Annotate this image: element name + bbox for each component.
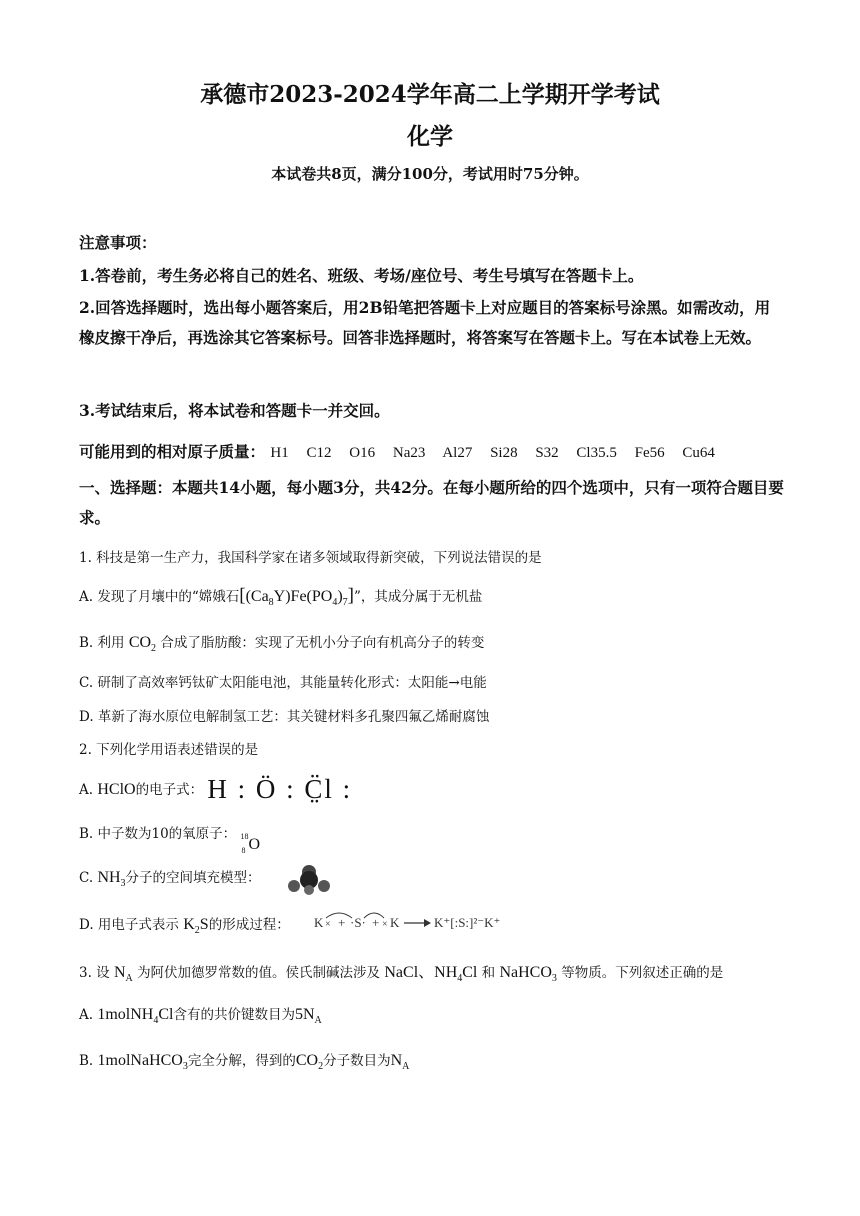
mass-fe: Fe56 [634,445,665,461]
mass-h: H1 [270,445,289,461]
q2-a-label: A. [79,782,94,798]
q3-b-text: 完全分解，得到的 [187,1053,296,1069]
q3-a-text: 含有的共价键数目为 [173,1007,295,1023]
svg-text:+: + [338,915,346,930]
q2-stem: 2. 下列化学用语表述错误的是 [79,742,259,758]
q1-option-d: D. 革新了海水原位电解制氢工艺：其关键材料多孔聚四氟乙烯耐腐蚀 [79,709,490,725]
mass-na: Na23 [392,445,426,461]
svg-text:·S·: ·S· [350,915,366,930]
section-1-heading: 一、选择题：本题共14小题，每小题3分，共42分。在每小题所给的四个选项中，只有一项符合题目要求。 [79,478,784,527]
svg-text:K⁺[:S:]²⁻K⁺: K⁺[:S:]²⁻K⁺ [434,915,501,930]
q3-stem-mid: 为阿伏加德罗常数的值。侯氏制碱法涉及 [137,965,381,981]
mass-o: O16 [349,445,376,461]
mass-cl: Cl35.5 [576,445,617,461]
atomic-masses-label: 可能用到的相对原子质量： [79,442,266,461]
mass-s: S32 [535,445,559,461]
q2-d-text: D. 用电子式表示 [79,917,179,933]
q2-option-c: C. $NH_3$分子的空间填充模型： [79,869,261,890]
notes-heading: 注意事项： [79,233,157,252]
q1-option-b: B. 利用 $CO_2$ 合成了脂肪酸：实现了无机小分子向有机高分子的转变 [79,634,485,655]
q2-d-text-end: 的形成过程： [208,917,290,933]
q2-c-label: C. [79,870,94,886]
q3-stem: 3. 设 $N_A$ 为阿伏加德罗常数的值。侯氏制碱法涉及 NaCl、$NH_4Cl$ 和 NaHCO$_3$ 等物质。下列叙述正确的是 [79,964,724,985]
q1-option-c: C. 研制了高效率钙钛矿太阳能电池，其能量转化形式：太阳能→电能 [79,675,487,691]
q1-b-text: B. 利用 [79,635,125,651]
svg-text:×: × [382,919,388,930]
q3-stem-and: 和 [481,965,496,981]
q3-a-label: A. [79,1007,94,1023]
q3-stem-end: 等物质。下列叙述正确的是 [561,965,724,981]
q3-option-a: A. 1molNH$_4$Cl含有的共价键数目为$5N_A$ [79,1006,322,1027]
exam-title: 承德市2023-2024学年高二上学期开学考试 [200,81,660,108]
k2s-formation-diagram-icon [314,906,501,936]
note-item-1: 1.答卷前，考生务必将自己的姓名、班级、考场/座位号、考生号填写在答题卡上。 [79,266,644,285]
q1-b-text-end: 合成了脂肪酸：实现了无机小分子向有机高分子的转变 [160,635,485,651]
nh3-space-filling-model-icon [283,862,335,896]
atomic-masses [79,440,729,462]
mass-c: C12 [306,445,332,461]
hclo-lewis-structure: H : Ö : C̤̈l : [207,774,353,804]
mass-cu: Cu64 [682,445,715,461]
q2-option-d: D. 用电子式表示 $K_2S$的形成过程： [79,916,290,937]
q3-b-label: B. [79,1053,94,1069]
atomic-masses-values [270,445,728,461]
exam-info: 本试卷共8页，满分100分，考试用时75分钟。 [271,165,589,183]
svg-text:+: + [372,915,380,930]
q2-c-text: 分子的空间填充模型： [125,870,261,886]
note-item-3: 3.考试结束后，将本试卷和答题卡一并交回。 [79,401,390,420]
q1-a-text: A. 发现了月壤中的“嫦娥石 [79,589,240,605]
svg-text:×: × [325,919,331,930]
note-item-2: 2.回答选择题时，选出每小题答案后，用2B铅笔把答题卡上对应题目的答案标号涂黑。如需改动，用橡皮擦干净后，再选涂其它答案标号。回答非选择题时，将答案写在答题卡上。写在本试卷上无效。 [79,298,771,347]
mass-si: Si28 [490,445,518,461]
svg-text:K: K [314,915,324,930]
q2-b-text: B. 中子数为10的氧原子： [79,826,237,842]
svg-text:K: K [390,915,400,930]
mass-al: Al27 [442,445,473,461]
q1-stem: 1. 科技是第一生产力，我国科学家在诸多领域取得新突破，下列说法错误的是 [79,550,542,566]
q3-b-text-end: 分子数目为 [323,1053,391,1069]
q2-option-b: B. 中子数为10的氧原子： 18 8 O [79,826,261,855]
q3-option-b: B. 1molNaHCO$_3$完全分解，得到的$CO_2$分子数目为$N_A$ [79,1052,410,1073]
q1-a-text-end: ”，其成分属于无机盐 [354,589,483,605]
q2-a-text: 的电子式： [135,782,204,798]
q2-option-a: A. HClO的电子式： H : Ö : C̤̈l : [79,774,353,804]
q3-stem-start: 3. 设 [79,965,110,981]
q1-option-a: A. 发现了月壤中的“嫦娥石$[(Ca_8Y)Fe(PO_4)_7]$”，其成分属于无机盐 [79,585,483,609]
subject-title: 化学 [407,123,453,150]
